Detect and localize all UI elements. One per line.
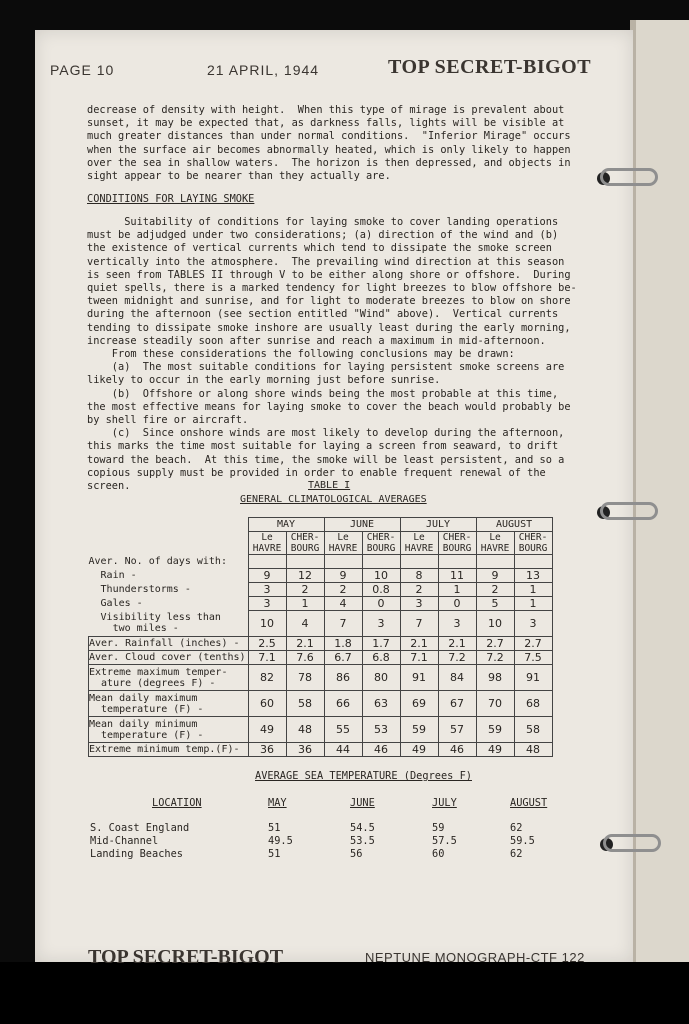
table-cell: 2 [476, 583, 514, 597]
table-cell: 13 [514, 569, 552, 583]
binder-ring-icon [603, 834, 661, 852]
text-line: decrease of density with height. When this type of mirage is prevalent about [87, 104, 565, 116]
table-cell: 3 [248, 597, 286, 611]
table-cell: 7.2 [476, 651, 514, 665]
table-cell: 10 [248, 611, 286, 637]
text-line: the most effective means for laying smoke to cover the beach would probably be [87, 400, 571, 413]
sea-temp-cell: 51 [268, 848, 281, 860]
text-line: likely to occur in the early morning just before sunrise. [87, 374, 441, 387]
text-line: during the afternoon (see section entitled "Wind" above). Vertical currents [87, 308, 559, 321]
table-cell: 84 [438, 665, 476, 691]
table-cell: 70 [476, 691, 514, 717]
row-label: Extreme maximum temper- ature (degrees F) - [89, 665, 249, 691]
footer-monograph: NEPTUNE MONOGRAPH-CTF 122 [365, 950, 585, 965]
text-line: quiet spells, there is a marked tendency for light breezes to blow offshore be- [87, 282, 577, 295]
text-line: From these considerations the following conclusions may be drawn: [87, 348, 515, 361]
month-header: JUNE [324, 518, 400, 532]
next-page-edge [630, 20, 689, 965]
table-cell: 48 [286, 717, 324, 743]
table-cell [286, 555, 324, 569]
table-cell: 2 [400, 583, 438, 597]
table-cell: 49 [400, 743, 438, 757]
table-cell: 2 [324, 583, 362, 597]
text-line: screen. [87, 480, 131, 493]
table-cell: 5 [476, 597, 514, 611]
sea-temp-header: JULY [432, 797, 457, 809]
table-cell: 36 [248, 743, 286, 757]
table-cell: 3 [514, 611, 552, 637]
table-cell: 0 [362, 597, 400, 611]
sea-temp-cell: 59.5 [510, 835, 535, 847]
table-cell: 55 [324, 717, 362, 743]
table-cell: 6.8 [362, 651, 400, 665]
table-cell: 9 [476, 569, 514, 583]
table-cell: 1 [438, 583, 476, 597]
table-cell: 3 [248, 583, 286, 597]
table-cell: 1 [514, 583, 552, 597]
month-header: AUGUST [476, 518, 552, 532]
table-cell: 2.1 [286, 637, 324, 651]
text-line: (a) The most suitable conditions for laying persistent smoke screens are [87, 361, 565, 374]
station-header: Le HAVRE [248, 532, 286, 555]
table-cell: 9 [248, 569, 286, 583]
table-cell: 2.1 [438, 637, 476, 651]
station-header: CHER- BOURG [438, 532, 476, 555]
sea-temp-cell: 49.5 [268, 835, 293, 847]
table-row [89, 597, 553, 611]
table-title: TABLE I [308, 480, 351, 491]
table-cell: 48 [514, 743, 552, 757]
sea-temp-header: MAY [268, 797, 287, 809]
row-label: Thunderstorms - [88, 584, 191, 595]
table-cell: 67 [438, 691, 476, 717]
station-header: CHER- BOURG [514, 532, 552, 555]
section-heading: CONDITIONS FOR LAYING SMOKE [87, 193, 255, 205]
row-label: Rain - [88, 570, 137, 581]
table-cell: 7.6 [286, 651, 324, 665]
table-cell: 98 [476, 665, 514, 691]
table-cell: 0.8 [362, 583, 400, 597]
table-cell: 6.7 [324, 651, 362, 665]
text-line: vertically into the atmosphere. The prevailing wind direction at this season [87, 255, 565, 268]
binder-ring-icon [600, 168, 658, 186]
sea-temp-cell: 62 [510, 848, 523, 860]
sea-temp-cell: 62 [510, 822, 523, 834]
table-cell [248, 555, 286, 569]
station-header: Le HAVRE [476, 532, 514, 555]
table-cell [438, 555, 476, 569]
table-cell: 36 [286, 743, 324, 757]
table-cell: 82 [248, 665, 286, 691]
table-cell: 53 [362, 717, 400, 743]
text-line: increase steadily soon after sunrise and reach a maximum in mid-afternoon. [87, 334, 546, 347]
table-cell: 0 [438, 597, 476, 611]
table-row [89, 743, 553, 757]
table-cell: 66 [324, 691, 362, 717]
table-row [89, 651, 553, 665]
page-date: 21 APRIL, 1944 [207, 62, 320, 78]
row-label: Aver. Cloud cover (tenths) [89, 651, 249, 665]
row-label: Mean daily minimum temperature (F) - [89, 717, 249, 743]
table-cell: 1 [286, 597, 324, 611]
text-line: this marks the time most suitable for laying a screen from seaward, to drift [87, 440, 559, 453]
table-cell: 10 [362, 569, 400, 583]
sea-temp-header: AUGUST [510, 797, 548, 809]
text-line: much greater distances than under normal conditions. "Inferior Mirage" occurs [87, 130, 571, 143]
text-line: tending to dissipate smoke inshore are usually least during the early morning, [87, 321, 571, 334]
station-header: CHER- BOURG [286, 532, 324, 555]
table-row [89, 611, 553, 637]
sea-temp-cell: 56 [350, 848, 363, 860]
sea-temp-cell: 51 [268, 822, 281, 834]
table-cell: 3 [438, 611, 476, 637]
sea-temp-location: Mid-Channel [90, 835, 159, 847]
text-line: when the surface air becomes abnormally heated, which is only likely to happen [87, 143, 571, 156]
table-cell: 91 [400, 665, 438, 691]
table-cell: 80 [362, 665, 400, 691]
text-line: by shell fire or aircraft. [87, 414, 249, 427]
table-cell: 59 [476, 717, 514, 743]
table-cell: 7.2 [438, 651, 476, 665]
table-cell: 49 [476, 743, 514, 757]
table-cell: 68 [514, 691, 552, 717]
text-line: the existence of vertical currents which tend to dissipate the smoke screen [87, 242, 552, 255]
climatological-table [88, 517, 553, 757]
table-cell: 59 [400, 717, 438, 743]
row-label: Extreme minimum temp.(F)- [89, 743, 249, 757]
body-paragraph [87, 216, 587, 493]
table-row [89, 717, 553, 743]
table-cell: 2.7 [514, 637, 552, 651]
sea-temp-location: Landing Beaches [90, 848, 183, 860]
table-row [89, 637, 553, 651]
text-line: is seen from TABLES II through V to be either along shore or offshore. During [87, 268, 571, 281]
table-cell: 2.7 [476, 637, 514, 651]
background-strip [0, 962, 689, 1024]
text-line: (c) Since onshore winds are most likely to develop during the afternoon, [87, 427, 565, 440]
row-label: Gales - [88, 598, 143, 609]
table-cell: 63 [362, 691, 400, 717]
text-line: must be adjudged under two considerations; (a) direction of the wind and (b) [87, 229, 559, 242]
footer-classification: TOP SECRET-BIGOT [88, 946, 284, 968]
table-row [89, 691, 553, 717]
table-cell: 49 [248, 717, 286, 743]
table-cell: 12 [286, 569, 324, 583]
month-header: JULY [400, 518, 476, 532]
sea-temp-cell: 53.5 [350, 835, 375, 847]
table-cell: 57 [438, 717, 476, 743]
table-cell [362, 555, 400, 569]
table-cell: 1.7 [362, 637, 400, 651]
row-label: Aver. No. of days with: [88, 556, 227, 567]
table-cell: 86 [324, 665, 362, 691]
text-line: sunset, it may be expected that, as darkness falls, lights will be visible at [87, 117, 565, 130]
table-cell: 4 [286, 611, 324, 637]
table-row [89, 569, 553, 583]
table-cell: 58 [286, 691, 324, 717]
table-cell: 58 [514, 717, 552, 743]
table-cell: 7.5 [514, 651, 552, 665]
binder-ring-icon [600, 502, 658, 520]
table-cell: 2 [286, 583, 324, 597]
sea-temp-cell: 60 [432, 848, 445, 860]
table-cell: 60 [248, 691, 286, 717]
text-line: tween midnight and sunrise, and for light to moderate breezes to blow on shore [87, 295, 571, 308]
table-cell: 1 [514, 597, 552, 611]
month-header: MAY [248, 518, 324, 532]
table-cell: 7.1 [400, 651, 438, 665]
table-cell [400, 555, 438, 569]
table-cell: 11 [438, 569, 476, 583]
sea-temp-cell: 54.5 [350, 822, 375, 834]
sea-temp-location: S. Coast England [90, 822, 190, 834]
table-cell: 69 [400, 691, 438, 717]
table-header-row [89, 518, 553, 532]
table-cell: 7 [324, 611, 362, 637]
sea-temp-header: LOCATION [152, 797, 202, 809]
station-header: Le HAVRE [400, 532, 438, 555]
table-cell: 2.1 [400, 637, 438, 651]
table-cell: 3 [400, 597, 438, 611]
table-cell: 7 [400, 611, 438, 637]
text-line: sight appear to be nearer than they actually are. [87, 170, 391, 183]
table-cell: 8 [400, 569, 438, 583]
station-header: CHER- BOURG [362, 532, 400, 555]
table-cell [324, 555, 362, 569]
table-cell: 91 [514, 665, 552, 691]
table-row [89, 583, 553, 597]
sea-temp-header: JUNE [350, 797, 375, 809]
table-cell [514, 555, 552, 569]
table-cell: 7.1 [248, 651, 286, 665]
table-row [89, 665, 553, 691]
text-line: (b) Offshore or along shore winds being the most probable at this time, [87, 387, 559, 400]
row-label: Aver. Rainfall (inches) - [89, 637, 249, 651]
table-cell: 46 [438, 743, 476, 757]
table-cell: 78 [286, 665, 324, 691]
table-cell: 1.8 [324, 637, 362, 651]
table-cell: 3 [362, 611, 400, 637]
classification-header: TOP SECRET-BIGOT [388, 56, 592, 78]
text-line: toward the beach. At this time, the smoke will be least persistent, and so a [87, 453, 565, 466]
table-cell: 2.5 [248, 637, 286, 651]
table-cell: 9 [324, 569, 362, 583]
text-line: copious supply must be provided in order to enable frequent renewal of the [87, 466, 546, 479]
table-cell: 10 [476, 611, 514, 637]
table-cell: 4 [324, 597, 362, 611]
table-cell: 44 [324, 743, 362, 757]
intro-paragraph [87, 104, 587, 183]
table-row [89, 555, 553, 569]
text-line: Suitability of conditions for laying smoke to cover landing operations [87, 216, 559, 228]
text-line: over the sea in shallow waters. The horizon is then depressed, and objects in [87, 156, 571, 169]
page-number: PAGE 10 [50, 62, 115, 78]
table-cell [476, 555, 514, 569]
sea-temp-cell: 57.5 [432, 835, 457, 847]
station-header: Le HAVRE [324, 532, 362, 555]
table-cell: 46 [362, 743, 400, 757]
row-label: Mean daily maximum temperature (F) - [89, 691, 249, 717]
sea-temp-title: AVERAGE SEA TEMPERATURE (Degrees F) [255, 770, 472, 782]
row-label: Visibility less than two miles - [100, 612, 221, 635]
table-corner-cell [89, 518, 249, 555]
sea-temp-cell: 59 [432, 822, 445, 834]
table-subtitle: GENERAL CLIMATOLOGICAL AVERAGES [240, 494, 427, 505]
